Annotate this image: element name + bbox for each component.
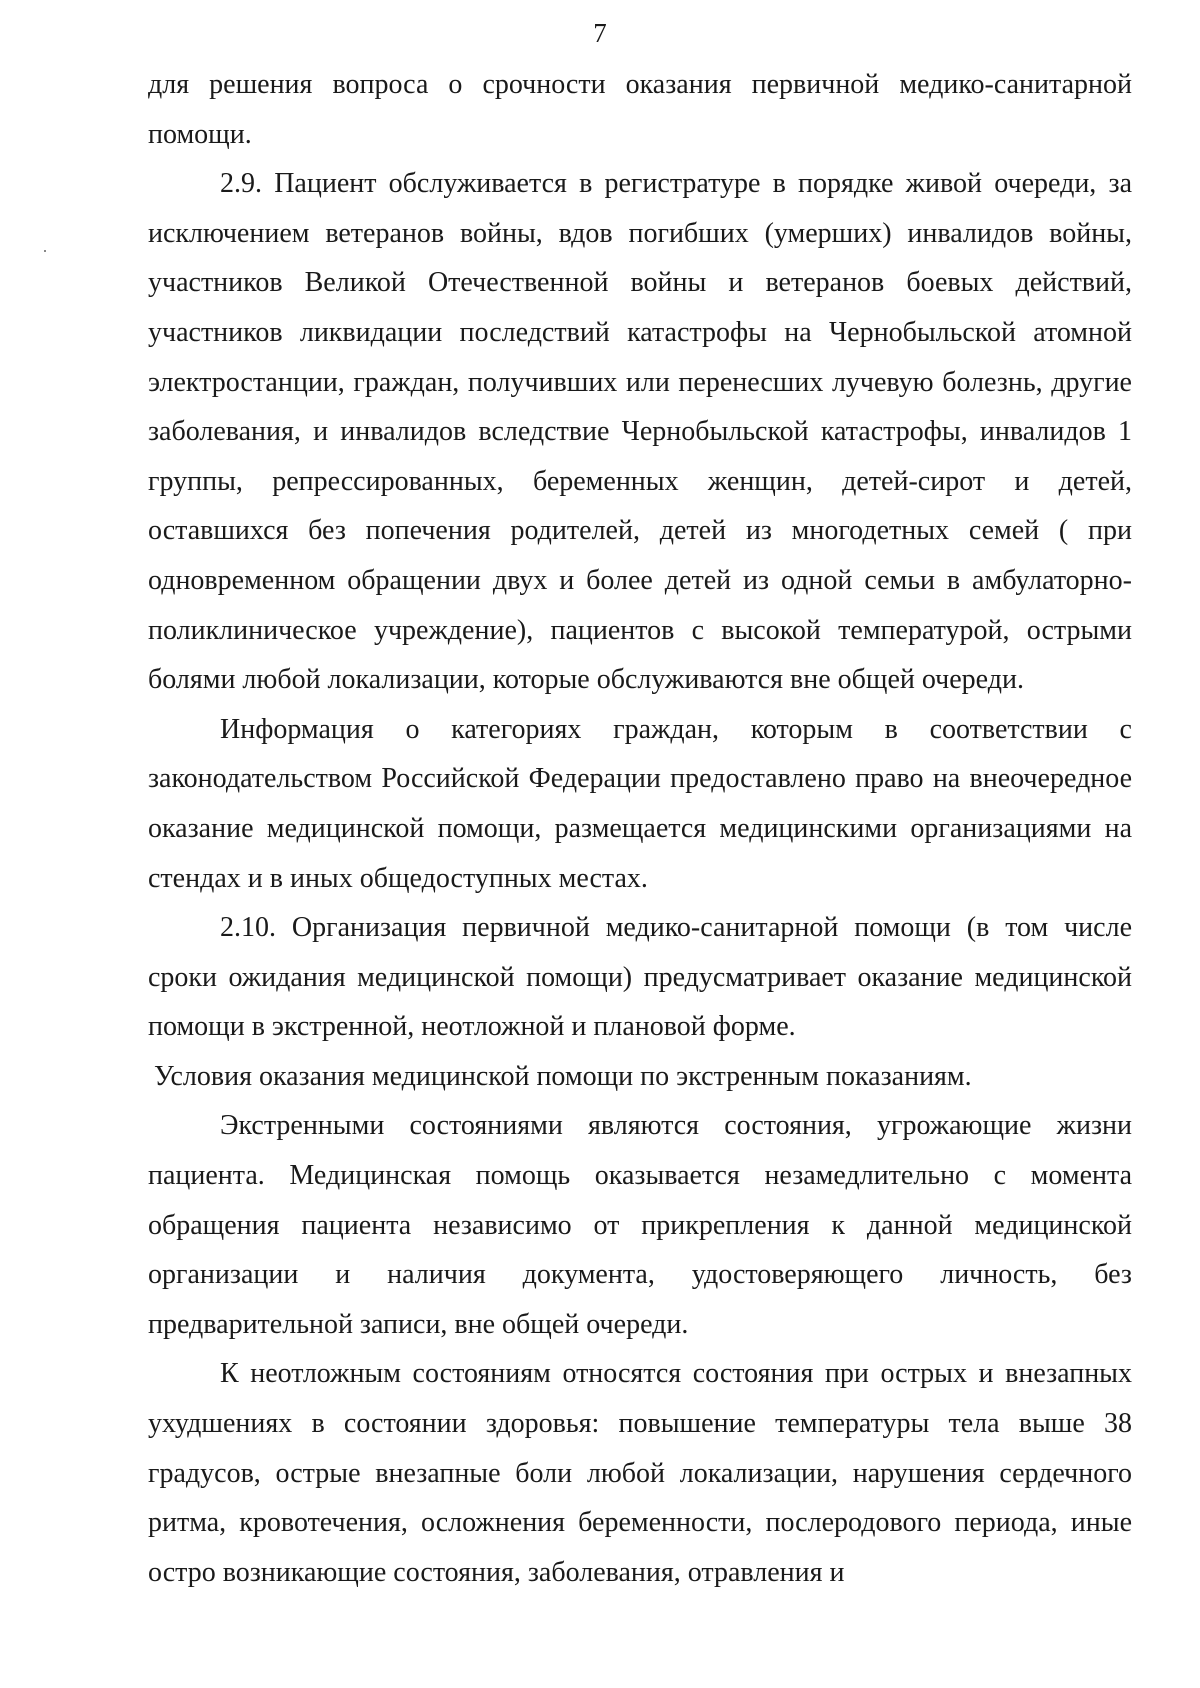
paragraph-urgent-states: К неотложным состояниям относятся состояния при острых и внезапных ухудшениях в состоянии здоровья: повышение температуры тела выше 38 градусов, острые внезапные боли любой локализации, нарушения сердечного ритма, кровотечения, осложнения беременности, послеродового периода, иные остро возникающие состояния, заболевания, отравления и <box>148 1358 1132 1588</box>
paragraph-2-10: 2.10. Организация первичной медико-санитарной помощи (в том числе сроки ожидания медицинской помощи) предусматривает оказание медицинской помощи в экстренной, неотложной и плановой форме. <box>148 912 1132 1043</box>
section-heading-emergency-conditions: Условия оказания медицинской помощи по экстренным показаниям. <box>154 1060 972 1092</box>
paragraph-2-9: 2.9. Пациент обслуживается в регистратуре в порядке живой очереди, за исключением ветеранов войны, вдов погибших (умерших) инвалидов войны, участников Великой Отечественной войны и ветеранов боевых действий, участников ликвидации последствий катастрофы на Чернобыльской атомной электростанции, граждан, получивших или перенесших лучевую болезнь, другие заболевания, и инвалидов вследствие Чернобыльской катастрофы, инвалидов 1 группы, репрессированных, беременных женщин, детей-сирот и детей, оставшихся без попечения родителей, детей из многодетных семей ( при одновременном обращении двух и более детей из одной семьи в амбулаторно-поликлиническое учреждение), пациентов с высокой температурой, острыми болями любой локализации, которые обслуживаются вне общей очереди. <box>148 168 1132 696</box>
paragraph-emergency-states: Экстренными состояниями являются состояния, угрожающие жизни пациента. Медицинская помощь оказывается незамедлительно с момента обращения пациента независимо от прикрепления к данной медицинской организации и наличия документа, удостоверяющего личность, без предварительной записи, вне общей очереди. <box>148 1110 1132 1340</box>
page-number: 7 <box>593 18 607 48</box>
paragraph-information: Информация о категориях граждан, которым в соответствии с законодательством Российской Федерации предоставлено право на внеочередное оказание медицинской помощи, размещается медицинскими организациями на стендах и в иных общедоступных местах. <box>148 713 1132 894</box>
document-body <box>148 60 1132 1597</box>
paragraph-continuation: для решения вопроса о срочности оказания первичной медико-санитарной помощи. <box>148 69 1132 150</box>
scan-speck <box>44 250 46 252</box>
